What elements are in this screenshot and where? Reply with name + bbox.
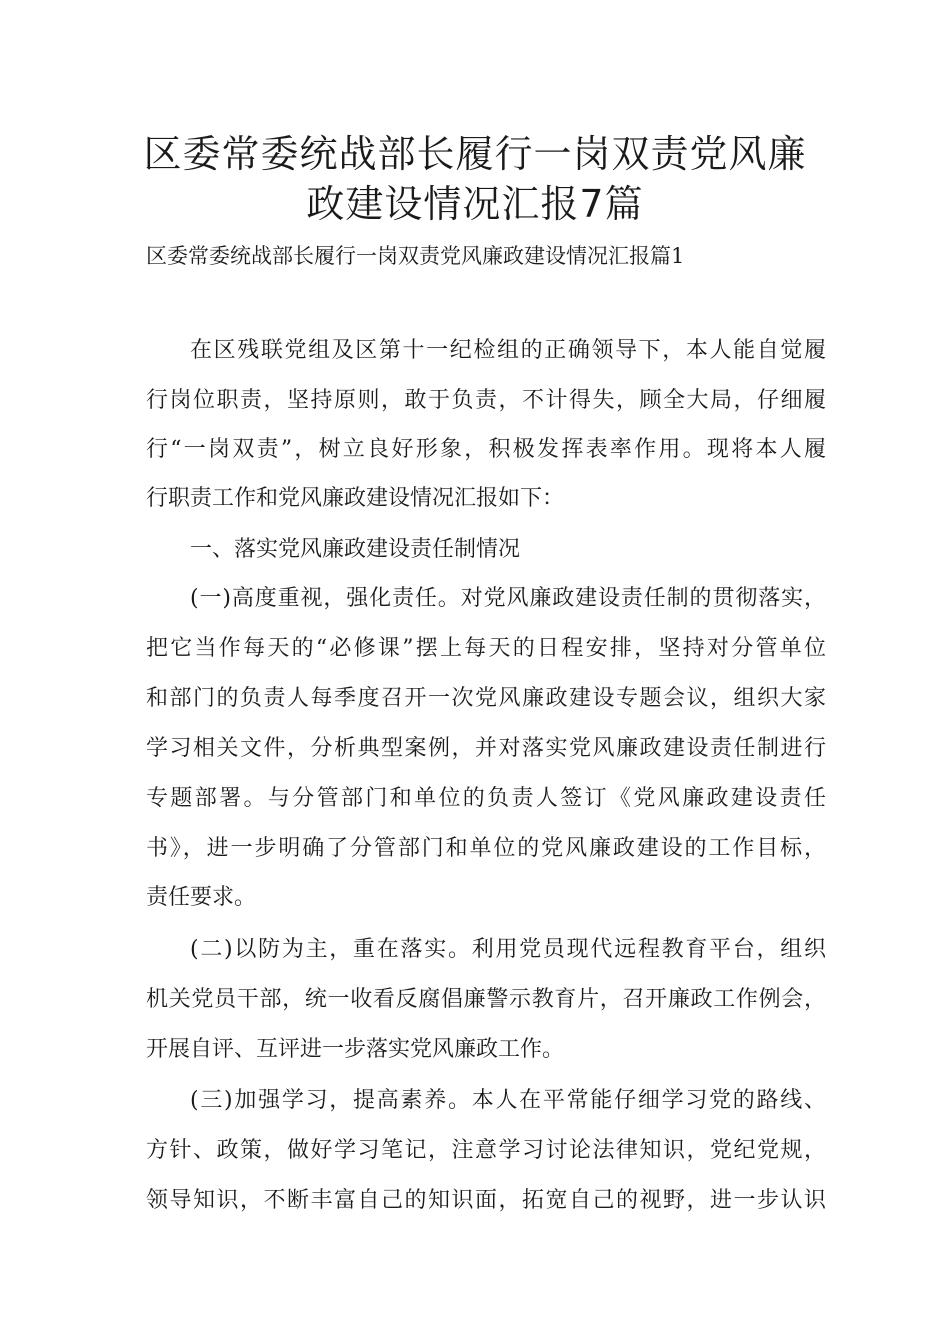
paragraph-line: (一)高度重视，强化责任。对党风廉政建设责任制的贯彻落实， bbox=[190, 586, 826, 611]
document-title-line-1: 区委常委统战部长履行一岗双责党风廉 bbox=[143, 132, 807, 176]
paragraph-line: 方针、政策，做好学习笔记，注意学习讨论法律知识，党纪党规， bbox=[146, 1138, 826, 1163]
paragraph-line: 和部门的负责人每季度召开一次党风廉政建设专题会议，组织大家 bbox=[146, 686, 826, 711]
paragraph-line: 学习相关文件，分析典型案例，并对落实党风廉政建设责任制进行 bbox=[146, 736, 826, 761]
paragraph-line: 行职责工作和党风廉政建设情况汇报如下： bbox=[146, 486, 565, 511]
paragraph-line: 行“一岗双责”，树立良好形象，积极发挥表率作用。现将本人履 bbox=[146, 437, 826, 462]
paragraph-line: 责任要求。 bbox=[146, 885, 257, 910]
paragraph-line: 专题部署。与分管部门和单位的负责人签订《党风廉政建设责任 bbox=[146, 786, 826, 811]
section-heading: 一、落实党风廉政建设责任制情况 bbox=[190, 537, 521, 562]
paragraph-line: 开展自评、互评进一步落实党风廉政工作。 bbox=[146, 1037, 565, 1062]
paragraph-line: 把它当作每天的“必修课”摆上每天的日程安排，坚持对分管单位 bbox=[146, 636, 826, 661]
paragraph-line: 机关党员干部，统一收看反腐倡廉警示教育片，召开廉政工作例会， bbox=[146, 987, 826, 1012]
paragraph-line: (三)加强学习，提高素养。本人在平常能仔细学习党的路线、 bbox=[190, 1088, 826, 1113]
document-title-line-2: 政建设情况汇报7篇 bbox=[306, 182, 644, 226]
paragraph-line: 在区残联党组及区第十一纪检组的正确领导下，本人能自觉履 bbox=[190, 338, 826, 363]
document-subtitle: 区委常委统战部长履行一岗双责党风廉政建设情况汇报篇1 bbox=[146, 244, 685, 268]
paragraph-line: 书》，进一步明确了分管部门和单位的党风廉政建设的工作目标， bbox=[146, 836, 826, 861]
paragraph-line: 行岗位职责，坚持原则，敢于负责，不计得失，顾全大局，仔细履 bbox=[146, 388, 826, 413]
paragraph-line: 领导知识，不断丰富自己的知识面，拓宽自己的视野，进一步认识 bbox=[146, 1188, 826, 1213]
paragraph-line: (二)以防为主，重在落实。利用党员现代远程教育平台，组织 bbox=[190, 937, 826, 962]
